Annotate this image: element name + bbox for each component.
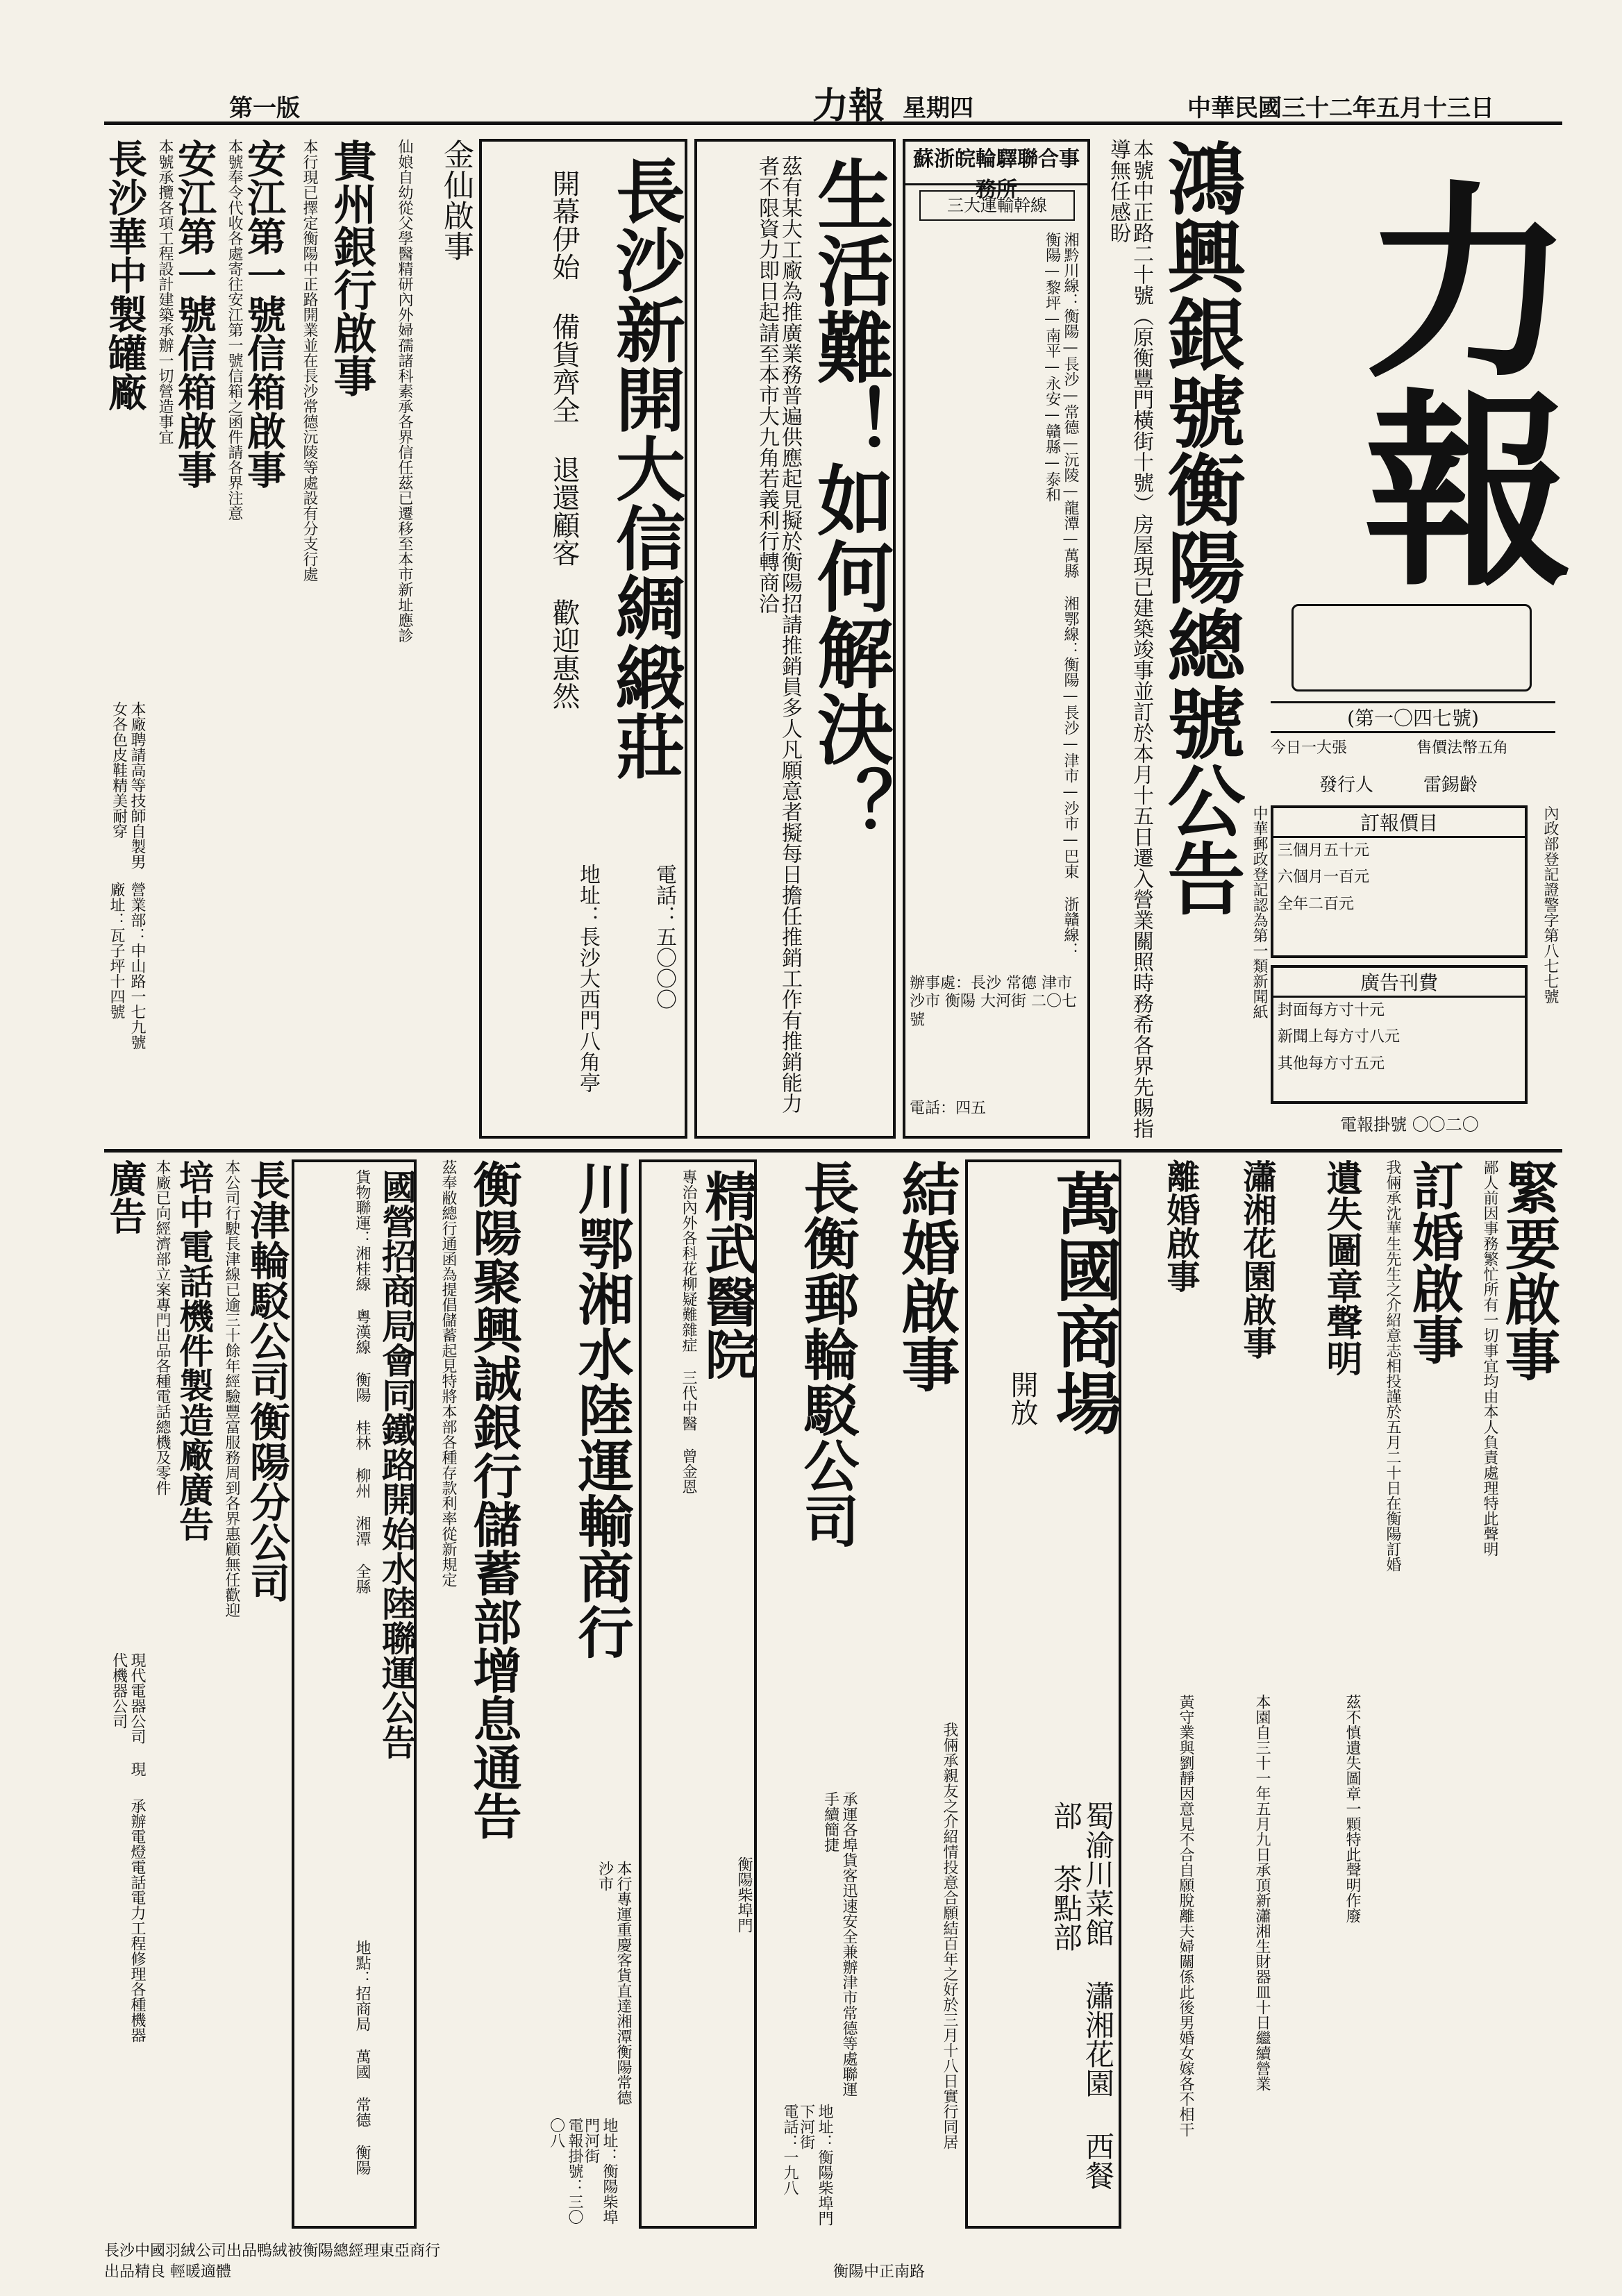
bottom-ad-title: 訂婚啟事 xyxy=(1404,1159,1464,1365)
issue-number: (第一〇四七號) xyxy=(1271,701,1555,733)
page-header xyxy=(104,83,1562,125)
top-ad-box xyxy=(694,139,896,1139)
masthead-seal xyxy=(1291,604,1532,692)
top-ad-body: 本號承攬各項工程設計建築承辦一切營造事宜 xyxy=(156,139,174,444)
bottom-ad-address: 地點：招商局 萬國 常德 衡陽 xyxy=(353,1940,371,2175)
bottom-ad-body: 貨物聯運：湘桂線 粵漢線 衡陽 桂林 柳州 湘潭 全縣 xyxy=(353,1169,371,1594)
bottom-ad-body: 蜀渝川菜館 瀟湘花園 西餐部 茶點部 xyxy=(1048,1801,1115,2190)
postal-registration: 中華郵政登記認為第一類新聞紙 xyxy=(1251,805,1268,1019)
bottom-ad-body: 我倆承親友之介紹情投意合願結百年之好於三月十八日實行同居 xyxy=(941,1722,958,2150)
bottom-ad-title: 國營招商局會同鐵路開始水陸聯運公告 xyxy=(376,1169,417,1759)
ad-rates-box xyxy=(1271,965,1528,1104)
bottom-ad-body: 本廠已向經濟部立案專門出品各種電話總機及零件 xyxy=(153,1159,171,1495)
header-page-no: 第一版 xyxy=(229,94,300,122)
bottom-ad-subtitle: 現代電器公司 現代機器公司 xyxy=(110,1652,146,1777)
bottom-ad-title: 長津輪駁公司衡陽分公司 xyxy=(243,1159,290,1602)
top-ad-title: 長沙華中製罐廠 xyxy=(102,139,148,411)
top-ad-body: 本行現已擇定衡陽中正路開業並在長沙常德沅陵等處設有分支行處 xyxy=(301,139,318,582)
bottom-ad-title: 長沙中國羽絨公司出品鴨絨被衡陽總經理東亞商行 xyxy=(104,2243,441,2260)
top-ad-body: 仙娘自幼從父學醫精研內外婦孺諸科素承各界信任茲已遷移至本市新址應診 xyxy=(396,139,413,643)
top-ad-title: 長沙新開大信綢緞莊 xyxy=(604,156,686,780)
bottom-ad-title: 萬國商場 xyxy=(1045,1169,1123,1436)
bottom-ad-title: 遺失圖章聲明 xyxy=(1320,1159,1362,1376)
bottom-ad-title: 瀟湘花園啟事 xyxy=(1237,1159,1276,1359)
top-ad-body: 開幕伊始 備貨齊全 退還顧客 歡迎惠然 xyxy=(548,169,580,710)
subscription-row: 全年二百元 xyxy=(1278,895,1355,913)
top-ad-title: 生活難！如何解決？ xyxy=(805,156,894,843)
bottom-ad-body: 承運各埠貨客迅速安全兼辦津市常德等處聯運手續簡捷 xyxy=(821,1791,858,2097)
bottom-ad-body: 我倆承沈華生先生之介紹意志相投謹於五月二十日在衡陽訂婚 xyxy=(1384,1159,1401,1572)
bottom-ad-body: 專治內外各科花柳疑難雜症 三代中醫 曾金恩 xyxy=(680,1169,697,1494)
bottom-ad-box xyxy=(965,1159,1121,2229)
bottom-ad-body: 黃守業與劉靜因意見不合自願脫離夫婦關係此後男婚女嫁各不相干 xyxy=(1177,1694,1194,2137)
bottom-ad-box xyxy=(639,1159,757,2229)
top-ad-address: 地址：長沙大西門八角亭 xyxy=(576,864,600,1093)
bottom-ad-address: 地址：衡陽柴埠門下河街 xyxy=(797,2104,833,2226)
bottom-ad-box xyxy=(292,1159,417,2229)
bottom-ad-title: 精武醫院 xyxy=(696,1169,758,1380)
top-ad-sales: 營業部：中山路一七九號 xyxy=(128,882,146,1050)
top-ad-box xyxy=(479,139,687,1139)
bottom-ad-phone: 電報掛號：三〇〇八 xyxy=(547,2118,583,2224)
top-ad-title: 安江第一號信箱啟事 xyxy=(172,139,217,489)
ad-rate-row: 封面每方寸十元 xyxy=(1278,1002,1385,1019)
bottom-ad-title: 緊要啟事 xyxy=(1496,1159,1561,1382)
top-ad-subtitle: 三大運輸幹線 xyxy=(919,190,1075,221)
bottom-ad-phone: 電話：一九八 xyxy=(781,2104,799,2195)
bottom-ad-address: 地址：衡陽柴埠門河街 xyxy=(582,2118,618,2224)
bottom-ad-address: 衡陽中正南路 xyxy=(833,2263,926,2281)
ad-rates-title: 廣告刊費 xyxy=(1273,968,1525,998)
top-ad-offices: 辦事處：長沙 常德 津市 沙市 衡陽 大河街 二〇七號 xyxy=(910,975,1077,1029)
phone-line: 電報掛號 〇〇二〇 xyxy=(1340,1115,1479,1134)
publisher-name: 雷錫齡 xyxy=(1423,775,1478,796)
top-ad-address: 廠址：瓦子坪十四號 xyxy=(108,882,125,1019)
publisher-label: 發行人 xyxy=(1319,775,1374,796)
header-weekday: 星期四 xyxy=(903,94,973,122)
retail-price: 售價法幣五角 xyxy=(1416,739,1509,757)
top-ad-phone: 電話：五〇〇〇 xyxy=(652,864,676,1009)
top-ad-phone: 電話：四五 xyxy=(910,1100,987,1117)
subscription-box xyxy=(1271,805,1528,958)
subscription-title: 訂報價目 xyxy=(1273,808,1525,838)
bottom-ad-title: 廣告 xyxy=(103,1159,148,1234)
bottom-ad-title: 結婚啟事 xyxy=(892,1159,961,1393)
bottom-ad-title: 川鄂湘水陸運輸商行 xyxy=(569,1159,634,1659)
bottom-ad-body: 出品精良 輕暖適體 xyxy=(104,2263,231,2281)
bottom-ad-title: 培中電話機件製造廠廣告 xyxy=(174,1159,215,1541)
top-ad-title: 金仙啟事 xyxy=(438,139,474,261)
bottom-ad-body: 茲奉敝總行通函為提倡儲蓄起見特將本部各種存款利率從新規定 xyxy=(440,1159,457,1587)
bottom-ad-body: 茲不慎遺失圖章一顆特此聲明作廢 xyxy=(1344,1694,1361,1923)
subscription-row: 六個月一百元 xyxy=(1278,869,1370,887)
top-ad-title: 鴻興銀號衡陽總號公告 xyxy=(1155,139,1246,916)
ad-rate-row: 其他每方寸五元 xyxy=(1278,1055,1385,1073)
bottom-ad-body: 本行專運重慶客貨直達湘潭衡陽常德沙市 xyxy=(596,1861,632,2105)
masthead-title: 力報 xyxy=(1329,174,1574,590)
bottom-ad-body: 承辦電燈電話電力工程修理各種機器 xyxy=(128,1798,146,2043)
top-ad-title: 蘇浙皖輪驛聯合事務所 xyxy=(905,142,1087,185)
top-ad-box xyxy=(903,139,1090,1139)
top-ad-body: 湘黔川線：衡陽—長沙—常德—沅陵—龍潭—萬縣 湘鄂線：衡陽—長沙—津市—沙市—巴東 浙贛線：衡陽—黎坪—南平—永安—贛縣—泰和 xyxy=(1043,232,1079,957)
price-line: 今日一大張 xyxy=(1271,739,1348,757)
registration-text: 內政部登記證警字第八七七號 xyxy=(1541,805,1559,1004)
top-ad-title: 安江第一號信箱啟事 xyxy=(241,139,287,489)
top-ad-body: 茲有某大工廠為推廣業務普遍供應起見擬於衡陽招請推銷員多人凡願意者擬每日擔任推銷工作有推銷能力者不限資力即日起請至本市大九角若義利行轉商洽 xyxy=(755,156,802,1114)
subscription-row: 三個月五十元 xyxy=(1278,842,1370,860)
bottom-ad-title: 離婚啟事 xyxy=(1161,1159,1200,1293)
top-ad-body: 本廠聘請高等技師自製男女各色皮鞋精美耐穿 xyxy=(110,701,146,869)
bottom-ad-body: 鄙人前因事務繁忙所有一切事宜均由本人負責處理特此聲明 xyxy=(1481,1159,1498,1557)
top-ad-body: 本號奉令代收各處寄往安江第一號信箱之函件請各界注意 xyxy=(226,139,243,521)
section-divider xyxy=(104,1149,1562,1153)
bottom-ad-body: 本園自三十一年五月九日承頂新瀟湘生財器皿十日繼續營業 xyxy=(1253,1694,1271,2091)
bottom-ad-title: 衡陽聚興誠銀行儲蓄部增息通告 xyxy=(465,1159,523,1840)
header-masthead: 力報 xyxy=(812,85,885,127)
bottom-ad-subtitle: 開放 xyxy=(1006,1371,1038,1426)
ad-rate-row: 新聞上每方寸八元 xyxy=(1278,1028,1401,1046)
bottom-ad-title: 長衡郵輪駁公司 xyxy=(794,1159,860,1548)
header-date: 中華民國三十二年五月十三日 xyxy=(1187,94,1494,122)
bottom-ad-body: 本公司行駛長津線已逾三十餘年經驗豐富服務周到各界惠顧無任歡迎 xyxy=(223,1159,240,1618)
top-ad-title: 貴州銀行啟事 xyxy=(326,139,377,397)
bottom-ad-address: 衡陽柴埠門 xyxy=(735,1857,753,1933)
top-ad-body: 本號中正路二十號（原衡豐門橫街十號）房屋現已建築竣事並訂於本月十五日遷入營業關照時務希各界先賜指導無任感盼 xyxy=(1106,139,1153,1139)
